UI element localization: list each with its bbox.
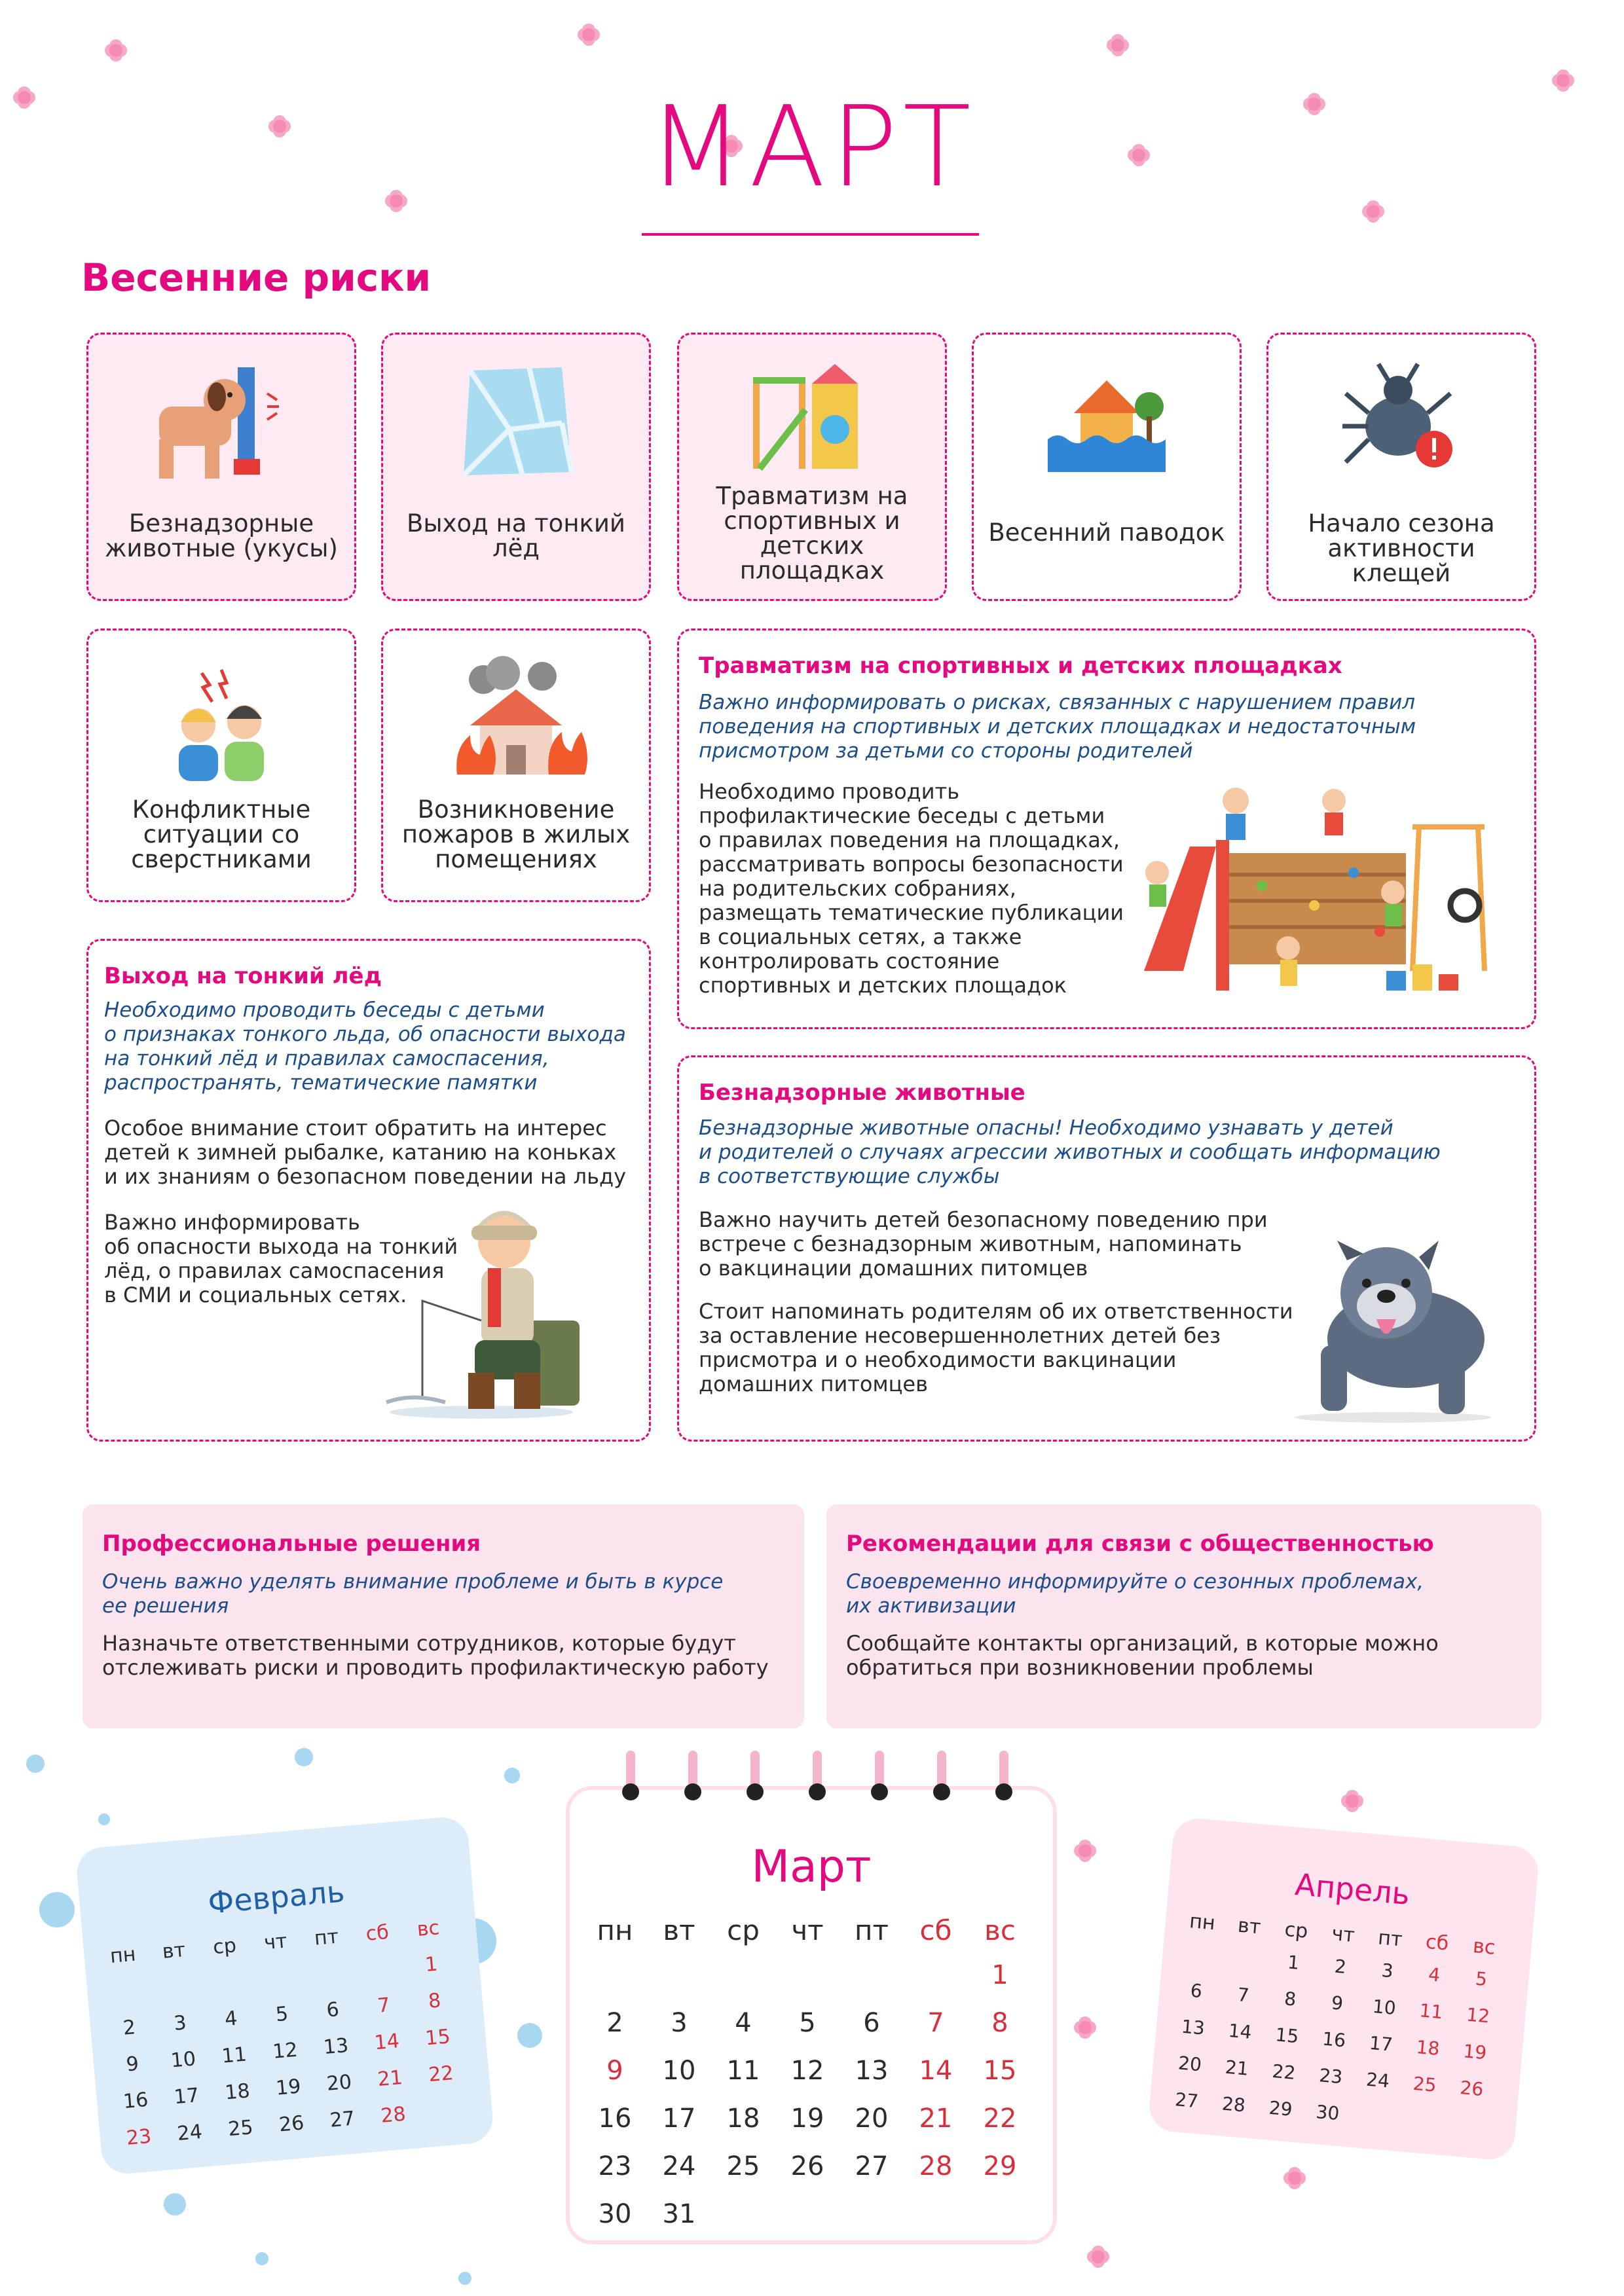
calendar-day: 26 bbox=[790, 2151, 824, 2181]
tick-warning-icon bbox=[1336, 354, 1467, 479]
calendar-day: 4 bbox=[735, 2008, 752, 2038]
decor-dot bbox=[39, 1892, 75, 1927]
risk-label: Конфликтные ситуации со сверстниками bbox=[131, 795, 312, 873]
calendar-day: 12 bbox=[271, 2038, 299, 2064]
weekday-header: чт bbox=[791, 1914, 824, 1946]
calendar-rings bbox=[76, 1829, 468, 1872]
weekday-header: пн bbox=[109, 1942, 137, 1968]
weekday-header: пт bbox=[1376, 1926, 1403, 1952]
calendar-day: 9 bbox=[125, 2052, 140, 2077]
section-body-text-2: Стоит напоминать родителям об их ответственности за оставление несовершеннолетних детей без присмотра и о необходимости вакцинации домашних питомцев bbox=[699, 1299, 1293, 1396]
calendar-day: 11 bbox=[1418, 1999, 1444, 2024]
risk-card-conflict bbox=[86, 629, 356, 902]
calendar-grid bbox=[583, 1914, 1041, 2229]
calendar-day: 6 bbox=[325, 1997, 341, 2022]
dog-bite-icon bbox=[146, 361, 297, 492]
calendar-day: 22 bbox=[1271, 2060, 1297, 2085]
ring-hole bbox=[622, 1783, 639, 1800]
calendar-day: 5 bbox=[1474, 1967, 1488, 1990]
calendar-day: 19 bbox=[790, 2104, 824, 2134]
weekday-header: чт bbox=[263, 1929, 288, 1955]
calendar-day: 18 bbox=[726, 2104, 760, 2134]
calendar-day: 16 bbox=[122, 2088, 149, 2114]
calendar-day: 13 bbox=[1180, 2015, 1206, 2039]
decor-dot bbox=[458, 2272, 471, 2285]
risk-label: Весенний паводок bbox=[988, 519, 1225, 547]
calendar-day: 7 bbox=[927, 2008, 944, 2038]
calendar-day: 5 bbox=[274, 2002, 289, 2027]
flood-house-icon bbox=[1041, 354, 1172, 479]
animals-section bbox=[677, 1055, 1536, 1442]
risk-label: Травматизм на спортивных и детских площадках bbox=[716, 482, 908, 585]
weekday-header: чт bbox=[1331, 1922, 1356, 1948]
weekday-header: сб bbox=[365, 1920, 390, 1946]
section-title: Травматизм на спортивных и детских площадках bbox=[699, 653, 1342, 679]
calendar-day: 2 bbox=[606, 2008, 623, 2038]
ice-section bbox=[86, 939, 651, 1442]
decor-flower bbox=[1074, 1840, 1096, 1862]
box-italic-text: Своевременно информируйте о сезонных проблемах, их активизации bbox=[846, 1570, 1424, 1618]
calendar-day: 27 bbox=[329, 2107, 356, 2132]
decor-dot bbox=[295, 1748, 313, 1766]
decor-dot bbox=[26, 1755, 45, 1773]
calendar-day: 18 bbox=[1415, 2036, 1441, 2060]
calendar-day: 14 bbox=[919, 2056, 953, 2086]
calendar-day: 14 bbox=[373, 2030, 401, 2055]
calendar-march bbox=[566, 1786, 1057, 2244]
calendar-day: 9 bbox=[1330, 1992, 1344, 2014]
calendar-day: 14 bbox=[1227, 2019, 1253, 2043]
calendar-day: 4 bbox=[1428, 1963, 1441, 1986]
title-underline bbox=[642, 233, 979, 236]
calendar-day: 17 bbox=[662, 2104, 696, 2134]
calendar-day: 30 bbox=[1315, 2101, 1340, 2125]
section-body-text: Необходимо проводить профилактические беседы с детьми о правилах поведения на площадках, рассматривать вопросы безопасности на родительских собраниях, размещать тематические публикации в социальных сетях, а также контролировать состояние спортивных и детских площадок bbox=[699, 779, 1124, 998]
weekday-header: вт bbox=[1236, 1914, 1262, 1939]
section-italic-text: Безнадзорные животные опасны! Необходимо узнавать у детей и родителей о случаях агрессии животных и сообщать информацию в соответствующие службы bbox=[699, 1116, 1441, 1188]
calendar-day: 25 bbox=[227, 2116, 254, 2141]
risk-label: Возникновение пожаров в жилых помещениях bbox=[401, 795, 631, 873]
calendar-day: 4 bbox=[223, 2007, 238, 2032]
calendar-day: 27 bbox=[855, 2151, 889, 2181]
risk-label: Выход на тонкий лёд bbox=[407, 509, 625, 562]
decor-flower bbox=[268, 115, 291, 137]
decor-dot bbox=[504, 1768, 520, 1783]
ring-hole bbox=[871, 1783, 888, 1800]
calendar-day: 24 bbox=[176, 2120, 204, 2146]
calendar-day: 29 bbox=[1268, 2096, 1293, 2121]
professional-solutions-box bbox=[83, 1504, 804, 1728]
calendar-day: 25 bbox=[726, 2151, 760, 2181]
decor-flower bbox=[1107, 34, 1129, 56]
decor-flower bbox=[578, 24, 600, 46]
calendar-day: 22 bbox=[983, 2104, 1017, 2134]
decor-dot bbox=[164, 2193, 186, 2215]
weekday-header: сб bbox=[1424, 1930, 1450, 1956]
calendar-day: 16 bbox=[1321, 2028, 1347, 2052]
calendar-day: 7 bbox=[376, 1994, 391, 2018]
house-fire-icon bbox=[444, 653, 588, 784]
decor-flower bbox=[1074, 2016, 1096, 2039]
calendar-month-name: Март bbox=[751, 1841, 872, 1893]
decor-flower bbox=[1341, 1790, 1363, 1812]
decor-flower bbox=[1552, 69, 1574, 92]
decor-dot bbox=[255, 2252, 268, 2265]
calendar-day: 28 bbox=[1221, 2092, 1247, 2117]
calendar-day: 17 bbox=[173, 2084, 200, 2109]
calendar-day: 17 bbox=[1368, 2032, 1394, 2056]
ring-hole bbox=[809, 1783, 826, 1800]
calendar-day: 16 bbox=[598, 2104, 632, 2134]
calendar-day: 11 bbox=[221, 2043, 248, 2068]
weekday-header: вс bbox=[1471, 1935, 1496, 1959]
weekday-header: ср bbox=[1283, 1918, 1309, 1943]
calendar-day: 27 bbox=[1174, 2088, 1200, 2113]
calendar-day: 2 bbox=[122, 2016, 137, 2040]
calendar-day: 25 bbox=[1412, 2072, 1437, 2096]
decor-flower bbox=[1283, 2167, 1306, 2189]
calendar-day: 20 bbox=[1177, 2052, 1203, 2076]
calendar-april bbox=[1147, 1817, 1540, 2162]
calendar-day: 24 bbox=[1365, 2068, 1391, 2092]
calendar-day: 26 bbox=[1459, 2077, 1485, 2101]
risk-label: Начало сезона активности клещей bbox=[1308, 509, 1495, 587]
calendar-day: 15 bbox=[424, 2025, 452, 2050]
decor-flower bbox=[1128, 144, 1150, 166]
section-title: Выход на тонкий лёд bbox=[104, 963, 382, 989]
weekday-header: вт bbox=[161, 1939, 187, 1963]
decor-flower bbox=[13, 86, 35, 109]
calendar-rings bbox=[622, 1757, 1015, 1823]
ice-fisherman-illustration bbox=[383, 1203, 632, 1425]
calendar-day: 12 bbox=[790, 2056, 824, 2086]
calendar-day: 3 bbox=[671, 2008, 688, 2038]
calendar-day: 23 bbox=[1318, 2064, 1344, 2088]
calendar-day: 15 bbox=[1274, 2024, 1300, 2048]
calendar-day: 23 bbox=[598, 2151, 632, 2181]
playground-kids-illustration bbox=[1131, 774, 1517, 1010]
risk-card-flood bbox=[972, 333, 1242, 601]
calendar-day: 1 bbox=[424, 1952, 439, 1977]
calendar-day: 12 bbox=[1466, 2003, 1491, 2028]
calendar-day: 19 bbox=[1462, 2040, 1488, 2064]
ring-hole bbox=[747, 1783, 764, 1800]
page-title: МАРТ bbox=[648, 82, 976, 212]
risk-card-ticks bbox=[1266, 333, 1536, 601]
calendar-day: 28 bbox=[919, 2151, 953, 2181]
calendar-day: 10 bbox=[1371, 1995, 1397, 2019]
calendar-day: 23 bbox=[125, 2124, 153, 2150]
calendar-month-name: Февраль bbox=[206, 1873, 346, 1921]
calendar-day: 11 bbox=[726, 2056, 760, 2086]
weekday-header: пт bbox=[313, 1925, 340, 1950]
decor-flower bbox=[1087, 2246, 1109, 2268]
calendar-day: 13 bbox=[322, 2033, 350, 2060]
weekday-header: пн bbox=[1188, 1910, 1217, 1935]
calendar-day: 2 bbox=[1333, 1955, 1348, 1978]
decor-dot bbox=[517, 2023, 542, 2048]
calendar-day: 30 bbox=[598, 2199, 632, 2229]
calendar-day: 3 bbox=[1380, 1959, 1394, 1982]
calendar-day: 10 bbox=[662, 2056, 696, 2086]
weekday-header: ср bbox=[212, 1934, 238, 1959]
box-italic-text: Очень важно уделять внимание проблеме и быть в курсе ее решения bbox=[102, 1570, 724, 1618]
ring-hole bbox=[684, 1783, 701, 1800]
weekday-header: пн bbox=[597, 1914, 633, 1946]
decor-flower bbox=[1303, 93, 1325, 115]
calendar-day: 20 bbox=[855, 2104, 889, 2134]
bulldog-illustration bbox=[1282, 1234, 1504, 1424]
weekday-header: вт bbox=[663, 1914, 695, 1946]
calendar-day: 29 bbox=[983, 2151, 1017, 2181]
weekday-header: пт bbox=[855, 1914, 889, 1946]
box-title: Профессиональные решения bbox=[102, 1531, 481, 1557]
section-italic-text: Важно информировать о рисках, связанных с нарушением правил поведения на спортивных и детских площадках и недостаточным присмотром за детьми со стороны родителей bbox=[699, 691, 1416, 763]
calendar-day: 31 bbox=[662, 2199, 696, 2229]
decor-dot bbox=[98, 1813, 110, 1825]
decor-flower bbox=[1362, 200, 1384, 223]
risk-card-playground bbox=[677, 333, 947, 601]
ring-hole bbox=[995, 1783, 1012, 1800]
thin-ice-icon bbox=[451, 357, 581, 488]
calendar-day: 24 bbox=[662, 2151, 696, 2181]
calendar-day: 6 bbox=[863, 2008, 880, 2038]
conflict-kids-icon bbox=[156, 660, 287, 784]
box-body-text: Назначьте ответственными сотрудников, которые будут отслеживать риски и проводить профилактическую работу bbox=[102, 1631, 769, 1680]
calendar-day: 6 bbox=[1189, 1979, 1204, 2003]
decor-flower bbox=[385, 190, 407, 212]
calendar-day: 26 bbox=[278, 2111, 305, 2137]
calendar-day: 3 bbox=[173, 2011, 188, 2035]
calendar-day: 21 bbox=[377, 2066, 404, 2092]
calendar-day: 21 bbox=[919, 2104, 953, 2134]
calendar-day: 22 bbox=[427, 2062, 454, 2087]
calendar-day: 28 bbox=[380, 2102, 407, 2128]
calendar-month-name: Апрель bbox=[1293, 1867, 1412, 1912]
calendar-day: 1 bbox=[1286, 1951, 1301, 1974]
calendar-day: 13 bbox=[855, 2056, 889, 2086]
calendar-day: 8 bbox=[1283, 1988, 1297, 2011]
calendar-day: 5 bbox=[799, 2008, 816, 2038]
section-body-text: Важно научить детей безопасному поведению при встрече с безнадзорным животным, напоминать о вакцинации домашних питомцев bbox=[699, 1207, 1268, 1281]
section-body-text-2: Важно информировать об опасности выхода на тонкий лёд, о правилах самоспасения в СМИ и социальных сетях. bbox=[104, 1210, 458, 1307]
weekday-header: вс bbox=[416, 1916, 441, 1941]
risk-label: Безнадзорные животные (укусы) bbox=[105, 509, 338, 562]
weekday-header: ср bbox=[727, 1914, 760, 1946]
section-body-text: Особое внимание стоит обратить на интерес детей к зимней рыбалке, катанию на коньках и их знаниям о безопасном поведении на льду bbox=[104, 1116, 627, 1189]
calendar-day: 9 bbox=[606, 2056, 623, 2086]
ring-hole bbox=[933, 1783, 950, 1800]
playground-section bbox=[677, 629, 1536, 1029]
calendar-day: 18 bbox=[224, 2079, 251, 2105]
calendar-day: 1 bbox=[991, 1960, 1008, 1990]
section-title: Безнадзорные животные bbox=[699, 1080, 1025, 1106]
risk-card-dogs bbox=[86, 333, 356, 601]
calendar-day: 10 bbox=[170, 2047, 197, 2073]
risk-card-fire bbox=[381, 629, 651, 902]
calendar-day: 8 bbox=[991, 2008, 1008, 2038]
box-title: Рекомендации для связи с общественностью bbox=[846, 1531, 1434, 1557]
calendar-day: 8 bbox=[427, 1989, 442, 2013]
calendar-day: 19 bbox=[274, 2075, 302, 2100]
playground-icon bbox=[740, 351, 884, 482]
calendar-day: 21 bbox=[1224, 2056, 1250, 2080]
calendar-day: 7 bbox=[1236, 1983, 1250, 2007]
calendar-grid bbox=[96, 1914, 481, 2162]
section-italic-text: Необходимо проводить беседы с детьми о признаках тонкого льда, об опасности выхода на тонкий лёд и правилах самоспасения, распространять, тематические памятки bbox=[104, 998, 626, 1095]
weekday-header: сб bbox=[919, 1914, 952, 1946]
section-heading: Весенние риски bbox=[81, 255, 432, 300]
calendar-day: 20 bbox=[325, 2070, 353, 2096]
weekday-header: вс bbox=[984, 1914, 1016, 1946]
calendar-february bbox=[75, 1815, 494, 2176]
box-body-text: Сообщайте контакты организаций, в которые можно обратиться при возникновении проблемы bbox=[846, 1631, 1439, 1680]
calendar-day: 15 bbox=[983, 2056, 1017, 2086]
calendar-grid bbox=[1162, 1909, 1519, 2147]
public-relations-box bbox=[826, 1504, 1541, 1728]
decor-flower bbox=[105, 39, 127, 62]
risk-card-ice bbox=[381, 333, 651, 601]
